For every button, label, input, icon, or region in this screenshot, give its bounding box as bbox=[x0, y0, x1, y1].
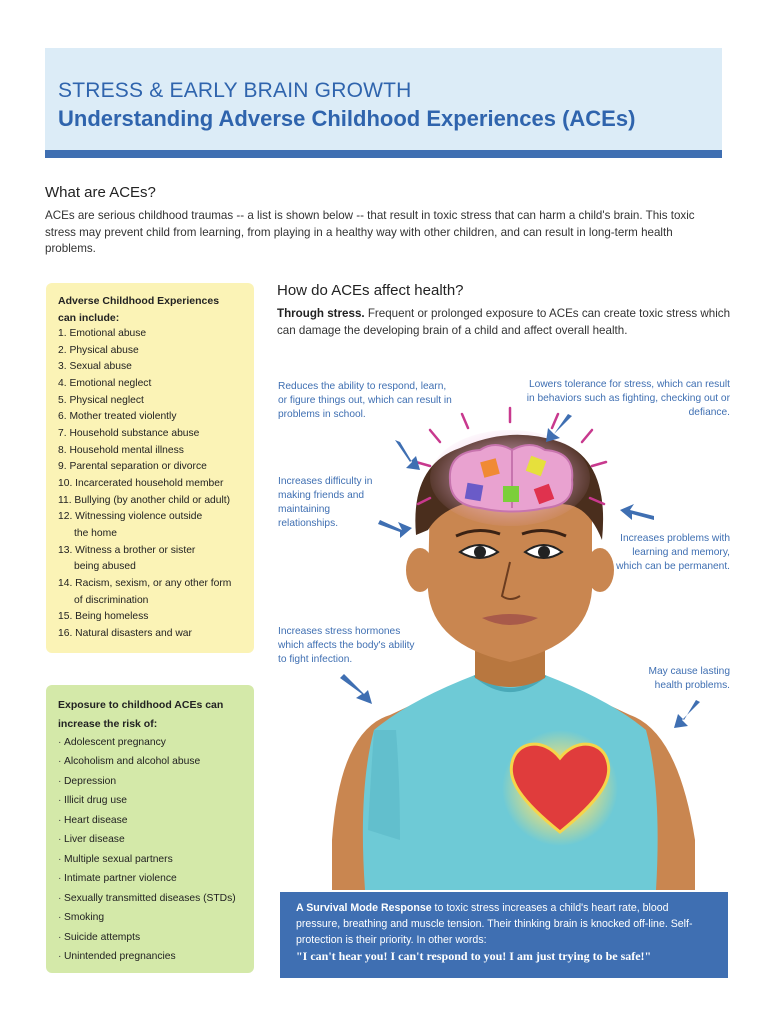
annotation-school: Reduces the ability to respond, learn, or figure things out, which can result in problems in school. bbox=[278, 381, 452, 420]
list-item: 10. Incarcerated household member bbox=[58, 477, 224, 489]
list-item: 11. Bullying (by another child or adult) bbox=[58, 494, 231, 506]
list-item: 1. Emotional abuse bbox=[58, 328, 147, 339]
list-item: · Unintended pregnancies bbox=[58, 947, 250, 966]
brain-icon bbox=[430, 430, 590, 526]
page-title: Understanding Adverse Childhood Experiences (ACEs) bbox=[58, 106, 636, 131]
list-item: · Suicide attempts bbox=[58, 928, 250, 947]
list-item: 8. Household mental illness bbox=[58, 444, 184, 456]
list-item: 16. Natural disasters and war bbox=[58, 627, 192, 639]
how-lead: Through stress. bbox=[277, 307, 365, 320]
list-item: · Heart disease bbox=[58, 811, 250, 830]
what-aces-paragraph: ACEs are serious childhood traumas -- a list is shown below -- that result in toxic stress that can harm a child's brain. This toxic stress may prevent child from learning, from playing in a healthy way with other children, and can result in long-term health problems. bbox=[45, 209, 695, 255]
survival-mode-box bbox=[280, 892, 728, 978]
how-aces-paragraph bbox=[277, 306, 737, 339]
risk-list-title: Exposure to childhood ACEs can increase the risk of: bbox=[58, 699, 224, 730]
survival-quote: "I can't hear you! I can't respond to you! I am just trying to be safe!" bbox=[296, 949, 652, 963]
list-item: 15. Being homeless bbox=[58, 611, 149, 623]
how-body-text: Frequent or prolonged exposure to ACEs can create toxic stress which can damage the developing brain of a child and affect overall health. bbox=[277, 307, 731, 337]
annotation-hormones: Increases stress hormones which affects the body's ability to fight infection. bbox=[278, 626, 415, 665]
annotation-tolerance: Lowers tolerance for stress, which can result in behaviors such as fighting, checking out or defiance. bbox=[526, 379, 730, 418]
risk-list bbox=[58, 733, 250, 966]
list-item: 14. Racism, sexism, or any other form of discrimination bbox=[58, 577, 232, 606]
how-aces-heading: How do ACEs affect health? bbox=[277, 282, 464, 299]
heart-icon bbox=[502, 730, 618, 846]
list-item: 3. Sexual abuse bbox=[58, 361, 132, 373]
header-subtitle: STRESS & EARLY BRAIN GROWTH bbox=[58, 79, 412, 102]
list-item: 12. Witnessing violence outside the home bbox=[58, 511, 203, 539]
list-item: 13. Witness a brother or sister being abused bbox=[58, 544, 196, 573]
header-rule bbox=[45, 150, 722, 158]
list-item: 6. Mother treated violently bbox=[58, 411, 177, 423]
what-aces-heading: What are ACEs? bbox=[45, 184, 156, 201]
list-item: · Sexually transmitted diseases (STDs) bbox=[58, 889, 250, 908]
list-item: 7. Household substance abuse bbox=[58, 427, 200, 439]
list-item: · Liver disease bbox=[58, 830, 250, 849]
list-item: · Smoking bbox=[58, 908, 250, 927]
annotation-memory: Increases problems with learning and memory, which can be permanent. bbox=[616, 533, 730, 572]
list-item: · Adolescent pregnancy bbox=[58, 733, 250, 752]
list-item: · Depression bbox=[58, 772, 250, 791]
survival-body: to toxic stress increases a child's heart rate, blood pressure, breathing and muscle tension. Their thinking brain is knocked off-line. Self-protection is their priority. In other words: bbox=[296, 902, 693, 946]
list-item: 2. Physical abuse bbox=[58, 344, 139, 356]
annotation-friends: Increases difficulty in making friends and maintaining relationships. bbox=[278, 476, 373, 529]
aces-list bbox=[58, 326, 250, 642]
list-item: · Multiple sexual partners bbox=[58, 850, 250, 869]
survival-lead: A Survival Mode Response bbox=[296, 902, 432, 914]
list-item: · Illicit drug use bbox=[58, 791, 250, 810]
list-item: 5. Physical neglect bbox=[58, 394, 144, 406]
aces-list-title: Adverse Childhood Experiences can include: bbox=[58, 295, 220, 324]
list-item: · Intimate partner violence bbox=[58, 869, 250, 888]
list-item: · Alcoholism and alcohol abuse bbox=[58, 752, 250, 771]
annotation-lasting: May cause lasting health problems. bbox=[648, 666, 730, 691]
list-item: 9. Parental separation or divorce bbox=[58, 461, 207, 473]
list-item: 4. Emotional neglect bbox=[58, 377, 152, 389]
